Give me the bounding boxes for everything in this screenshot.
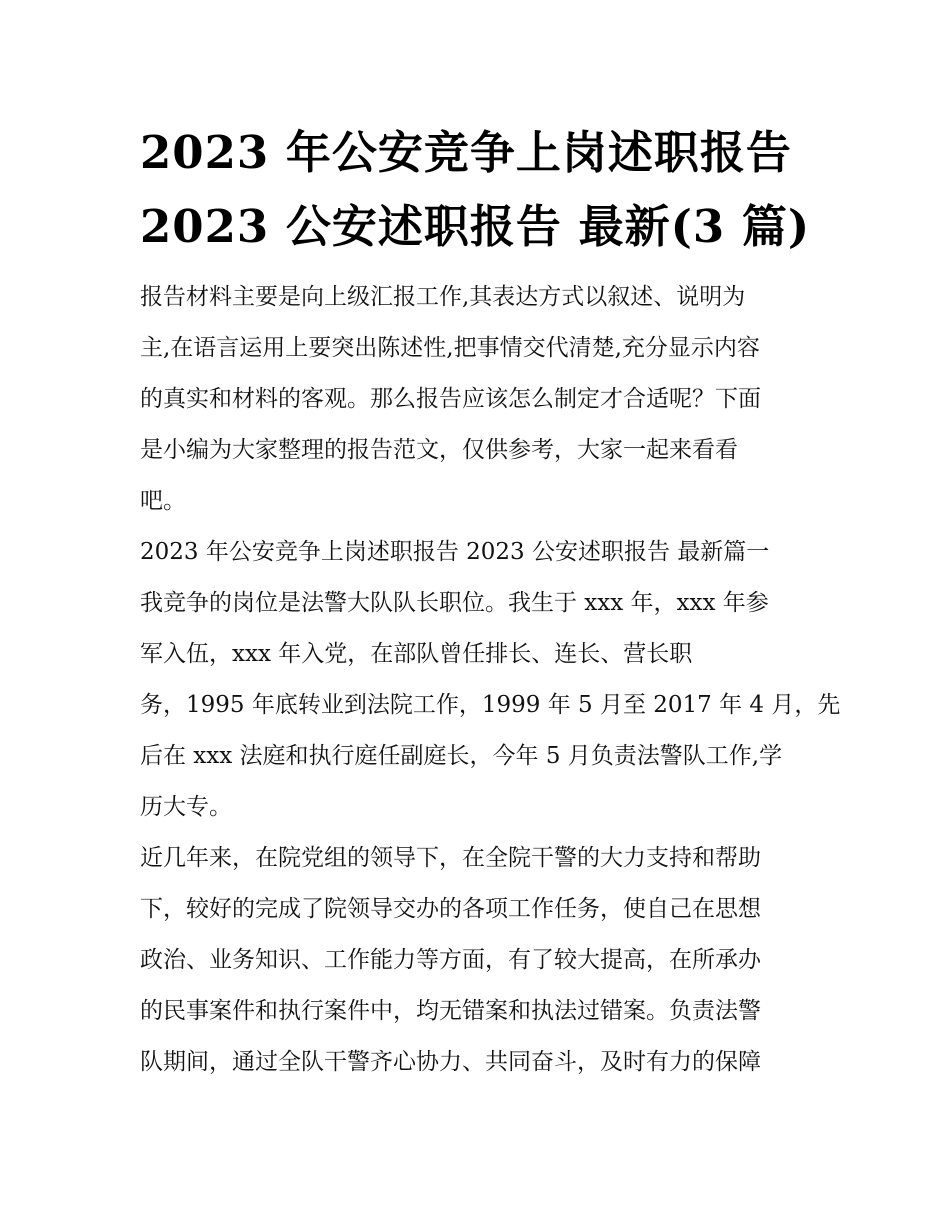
work-summary-line-1: 近几年来，在院党组的领导下，在全院干警的大力支持和帮助 [140,845,761,871]
section-heading-paragraph [140,527,820,578]
work-summary-line-2: 下，较好的完成了院领导交办的各项工作任务，使自己在思想 [140,896,761,922]
section-heading-line: 2023 年公安竞争上岗述职报告 2023 公安述职报告 最新篇一 [140,539,770,565]
work-summary-line-5: 队期间，通过全队干警齐心协力、共同奋斗，及时有力的保障 [140,1049,761,1075]
intro-line-4: 是小编为大家整理的报告范文，仅供参考，大家一起来看看 [140,437,738,463]
intro-line-1: 报告材料主要是向上级汇报工作,其表达方式以叙述、说明为 [140,284,746,310]
intro-line-3: 的真实和材料的客观。那么报告应该怎么制定才合适呢？下面 [140,386,761,412]
title-spacing [140,264,820,272]
intro-line-5: 吧。 [140,488,186,514]
work-summary-line-3: 政治、业务知识、工作能力等方面，有了较大提高，在所承办 [140,947,761,973]
title-line-2: 2023 公安述职报告 最新(3 篇) [140,200,811,253]
background-paragraph [140,578,841,833]
intro-paragraph [140,272,820,527]
background-line-4: 后在 xxx 法庭和执行庭任副庭长，今年 5 月负责法警队工作,学 [140,743,783,769]
background-line-3: 务，1995 年底转业到法院工作，1999 年 5 月至 2017 年 4 月，先 [140,692,841,718]
background-line-1: 我竞争的岗位是法警大队队长职位。我生于 xxx 年，xxx 年参 [140,590,769,616]
document-content [140,116,841,1088]
title-line-1: 2023 年公安竞争上岗述职报告 [140,126,792,179]
work-summary-paragraph [140,833,820,1088]
document-title [140,116,820,264]
work-summary-line-4: 的民事案件和执行案件中，均无错案和执法过错案。负责法警 [140,998,761,1024]
background-line-2: 军入伍，xxx 年入党，在部队曾任排长、连长、营长职 [140,641,693,667]
intro-line-2: 主,在语言运用上要突出陈述性,把事情交代清楚,充分显示内容 [140,335,760,361]
background-line-5: 历大专。 [140,794,232,820]
